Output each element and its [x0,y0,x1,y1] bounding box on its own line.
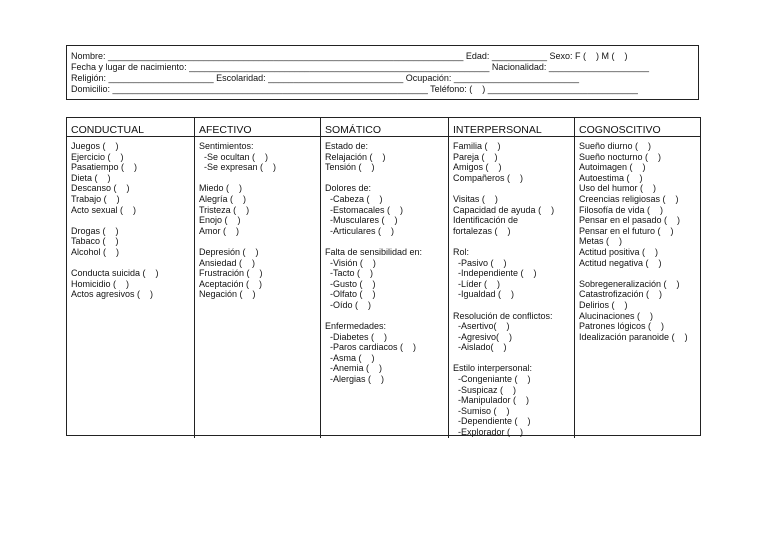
checklist-item: -Alergias ( ) [325,374,385,385]
checklist-item: Familia ( ) [453,141,501,151]
checklist-item: Dolores de: [325,183,372,194]
checklist-item: Delirios ( ) [579,299,628,310]
checklist-item: Rol: [453,246,470,257]
checklist-item: Autoestima ( ) [579,172,643,183]
checklist-item: -Independiente ( ) [453,268,537,279]
checklist-item: Patrones lógicos ( ) [579,321,665,332]
checklist-item: -Pasivo ( ) [453,257,507,268]
item-spacer [325,311,448,322]
item-spacer [453,183,574,194]
item-spacer [453,236,574,247]
checklist-item: Descanso ( ) [71,183,130,194]
checklist-item: Alucinaciones ( ) [579,310,654,321]
checklist-item: Catastrofización ( ) [579,289,663,300]
checklist-item: Pasatiempo ( ) [71,162,138,173]
assessment-table [66,117,701,436]
column-title-somatico: SOMÁTICO [321,118,449,136]
checklist-item: Pareja ( ) [453,151,498,162]
checklist-item: -Aislado( ) [453,342,507,353]
checklist-item: Drogas ( ) [71,225,119,236]
checklist-item: Alcohol ( ) [71,246,120,257]
checklist-item: -Cabeza ( ) [325,193,383,204]
column-items-cognoscitivo [575,137,700,438]
item-spacer [579,268,700,279]
checklist-item: -Dependiente ( ) [453,416,531,427]
checklist-item: Relajación ( ) [325,151,386,162]
checklist-item: -Articulares ( ) [325,225,395,236]
address-phone-line: Domicilio: _______________________________________________________________ Teléfono: ( ) ______________________________ [71,84,638,94]
checklist-item: Alegría ( ) [199,193,247,204]
checklist-item: -Líder ( ) [453,278,501,289]
checklist-item: Frustración ( ) [199,268,263,279]
item-spacer [325,173,448,184]
checklist-item: Metas ( ) [579,236,623,247]
checklist-item: -Congeniante ( ) [453,374,531,385]
item-spacer [71,215,194,226]
column-items-interpersonal [449,137,575,438]
item-spacer [325,236,448,247]
checklist-item: Dieta ( ) [71,172,111,183]
checklist-item: Juegos ( ) [71,141,119,151]
checklist-item: Actitud positiva ( ) [579,246,659,257]
checklist-item: Estado de: [325,141,369,151]
item-spacer [199,173,320,184]
checklist-item: Pensar en el pasado ( ) [579,215,681,226]
checklist-item: Homicidio ( ) [71,278,130,289]
checklist-item: -Asertivo( ) [453,321,510,332]
checklist-item: Amor ( ) [199,225,239,236]
checklist-item: Trabajo ( ) [71,193,120,204]
checklist-item: Sentimientos: [199,141,254,151]
checklist-item: Aceptación ( ) [199,278,263,289]
checklist-item: -Diabetes ( ) [325,331,388,342]
checklist-item: Amigos ( ) [453,162,502,173]
checklist-item: Identificación de [453,215,519,226]
checklist-item: Capacidad de ayuda ( ) [453,204,555,215]
checklist-item: -Suspicaz ( ) [453,384,517,395]
table-body-row [67,137,700,438]
checklist-item: -Agresivo( ) [453,331,513,342]
religion-education-occupation-line: Religión: _____________________ Escolaridad: ___________________________ Ocupación: _________________________ [71,73,579,83]
checklist-item: -Gusto ( ) [325,278,376,289]
checklist-item: -Manipulador ( ) [453,395,530,406]
checklist-item: Creencias religiosas ( ) [579,193,679,204]
checklist-item: -Musculares ( ) [325,215,398,226]
checklist-item: Actos agresivos ( ) [71,289,154,300]
checklist-item: Actitud negativa ( ) [579,257,662,268]
checklist-item: Miedo ( ) [199,183,243,194]
checklist-item: Idealización paranoide ( ) [579,331,688,342]
checklist-item: -Sumiso ( ) [453,405,510,416]
checklist-item: -Oído ( ) [325,299,372,310]
checklist-item: Sueño diurno ( ) [579,141,652,151]
checklist-item: -Se ocultan ( ) [199,151,269,162]
birth-nationality-line: Fecha y lugar de nacimiento: ____________________________________________________________ Nacionalidad: ____________________ [71,62,650,72]
checklist-item: Resolución de conflictos: [453,310,553,321]
checklist-item: Enfermedades: [325,321,387,332]
checklist-item: Enojo ( ) [199,215,241,226]
column-items-somatico [321,137,449,438]
checklist-item: -Paros cardiacos ( ) [325,342,417,353]
checklist-item: Filosofía de vida ( ) [579,204,664,215]
checklist-item: Ansiedad ( ) [199,257,256,268]
checklist-item: -Estomacales ( ) [325,204,404,215]
column-title-conductual: CONDUCTUAL [67,118,195,136]
table-header-row [67,118,700,137]
patient-info-box [66,45,699,100]
checklist-item: Sobregeneralización ( ) [579,278,680,289]
checklist-item: Autoimagen ( ) [579,162,646,173]
checklist-item: Tensión ( ) [325,162,375,173]
checklist-item: -Explorador ( ) [453,427,524,438]
item-spacer [453,300,574,311]
column-items-conductual [67,137,195,438]
column-title-afectivo: AFECTIVO [195,118,321,136]
checklist-item: Falta de sensibilidad en: [325,246,423,257]
checklist-item: -Se expresan ( ) [199,162,277,173]
checklist-item: Ejercicio ( ) [71,151,124,162]
checklist-item: Tabaco ( ) [71,236,119,247]
checklist-item: Conducta suicida ( ) [71,268,159,279]
name-age-sex-line: Nombre: _______________________________________________________________________ Edad: ___________ Sexo: F ( ) M ( ) [71,51,628,61]
checklist-item: -Olfato ( ) [325,289,376,300]
item-spacer [199,236,320,247]
checklist-item: Sueño nocturno ( ) [579,151,662,162]
item-spacer [453,353,574,364]
checklist-item: Depresión ( ) [199,246,259,257]
column-title-interpersonal: INTERPERSONAL [449,118,575,136]
checklist-item: Acto sexual ( ) [71,204,137,215]
column-title-cognoscitivo: COGNOSCITIVO [579,124,661,136]
checklist-item: Uso del humor ( ) [579,183,657,194]
checklist-item: -Igualdad ( ) [453,289,515,300]
checklist-item: -Anemia ( ) [325,363,383,374]
checklist-item: Estilo interpersonal: [453,363,533,374]
column-items-afectivo [195,137,321,438]
checklist-item: -Tacto ( ) [325,268,374,279]
checklist-item: -Asma ( ) [325,352,375,363]
checklist-item: Visitas ( ) [453,193,498,204]
checklist-item: Negación ( ) [199,289,256,300]
checklist-item: Pensar en el futuro ( ) [579,225,674,236]
checklist-item: fortalezas ( ) [453,225,511,236]
checklist-item: Compañeros ( ) [453,172,524,183]
item-spacer [71,258,194,269]
checklist-item: -Visión ( ) [325,257,376,268]
checklist-item: Tristeza ( ) [199,204,250,215]
